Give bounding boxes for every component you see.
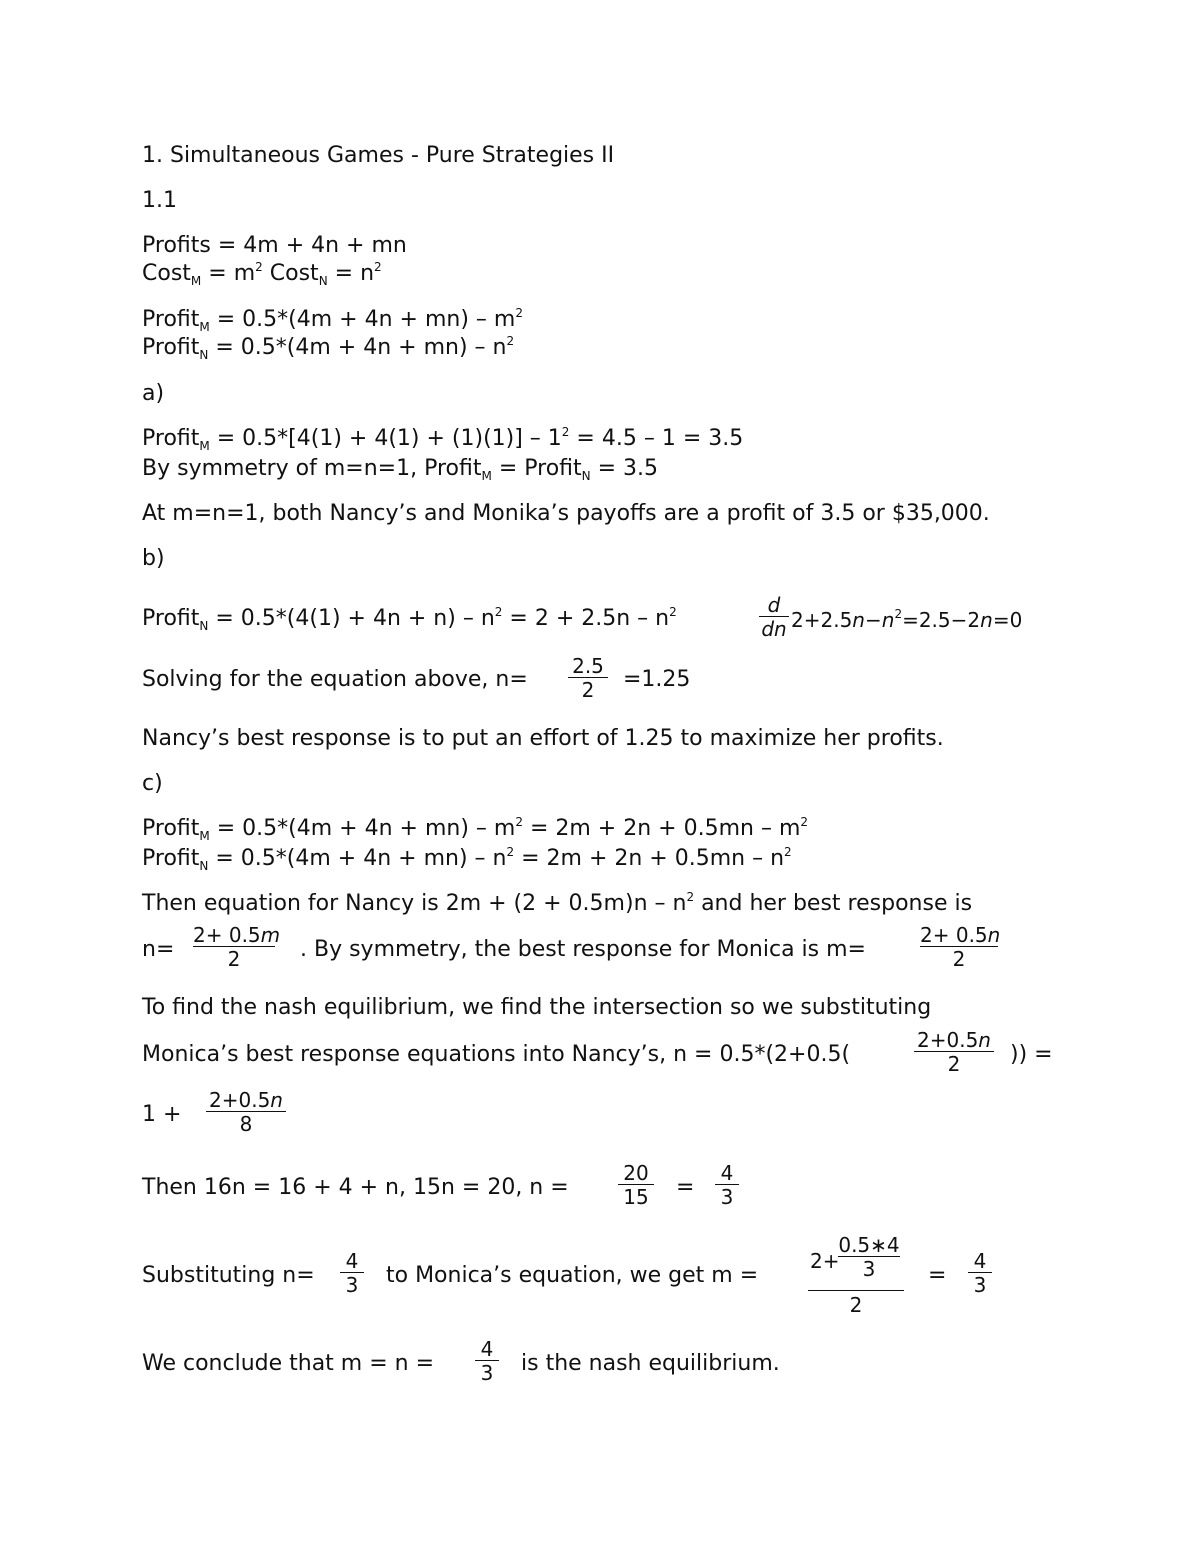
monica-symmetry-text: . By symmetry, the best response for Monica is m= (300, 937, 866, 962)
compound-outer-bar (808, 1290, 904, 1291)
nash-text-3: 1 + (142, 1102, 182, 1127)
part-b-solve-result: =1.25 (623, 667, 691, 692)
nancy-equation: Then equation for Nancy is $2m + (2 + 0.5m)n - n^2$ and her best response is (142, 890, 973, 916)
four-thirds-fraction-n: 4 3 (715, 1162, 739, 1209)
substitute-text: Substituting n= (142, 1263, 315, 1288)
profit-n-equation: Profit$_N$ = $0.5*(4m + 4n + mn) - n^2$ (142, 334, 515, 362)
nash-substitution-fraction: 2+0.5n 2 (914, 1029, 994, 1076)
part-a-label: a) (142, 381, 165, 406)
part-a-conclusion: At m=n=1, both Nancy’s and Monika’s payoffs are a profit of 3.5 or $35,000. (142, 501, 990, 526)
conclusion-tail: is the nash equilibrium. (521, 1351, 780, 1376)
part-c-profit-m: Profit$_M$ = $0.5*(4m + 4n + mn) - m^2 = 2m + 2n + 0.5mn - m^2$ (142, 815, 809, 843)
n-equals-label: n= (142, 937, 175, 962)
part-c-profit-n: Profit$_N$ = $0.5*(4m + 4n + mn) - n^2 = 2m + 2n + 0.5mn - n^2$ (142, 845, 792, 873)
nash-text-1: To find the nash equilibrium, we find the intersection so we substituting (142, 995, 932, 1020)
solve-n-text: Then 16n = 16 + 4 + n, 15n = 20, n = (142, 1175, 569, 1200)
part-a-calculation: Profit$_M$ = $0.5*[4(1) + 4(1) + (1)(1)] - 1^2 = 4.5 - 1 = 3.5$ (142, 425, 744, 453)
twenty-fifteenths-fraction: 20 15 (618, 1162, 654, 1209)
solve-n-equals: = (676, 1175, 695, 1200)
monica-best-response-fraction: 2+ 0.5n 2 (920, 923, 1001, 971)
nash-eighth-fraction: 2+0.5n 8 (206, 1089, 286, 1136)
substitute-equals: = (928, 1263, 947, 1288)
nash-text-2-tail: )) = (1010, 1042, 1053, 1067)
part-b-label: b) (142, 546, 165, 571)
document-title: 1. Simultaneous Games - Pure Strategies II (142, 143, 615, 168)
part-a-symmetry: By symmetry of m=n=1, Profit$_M$ = Profit$_N$ = 3.5 (142, 456, 659, 483)
part-b-profit: Profit$_N$ = $0.5*(4(1) + 4n + n) - n^2 = 2 + 2.5n - n^2$ (142, 605, 677, 633)
part-c-label: c) (142, 771, 163, 796)
section-number: 1.1 (142, 188, 177, 213)
four-thirds-fraction-m: 4 3 (968, 1250, 992, 1297)
nash-text-2: Monica’s best response equations into Nancy’s, n = 0.5*(2+0.5( (142, 1042, 851, 1067)
four-thirds-fraction-subst: 4 3 (340, 1250, 364, 1297)
part-b-solve-fraction: 2.5 2 (568, 655, 608, 702)
compound-fraction-prefix: 2+ (810, 1249, 840, 1273)
derivative-expression: $2+2.5n-n^2=2.5-2n=0$ (791, 607, 1023, 632)
derivative-operator: d dn (759, 594, 789, 641)
conclusion-text: We conclude that m = n = (142, 1351, 435, 1376)
compound-outer-denominator: 2 (849, 1293, 863, 1317)
cost-equations: Cost$_M$ = $m^2$ Cost$_N$ = $n^2$ (142, 260, 382, 288)
part-b-solve-label: Solving for the equation above, n= (142, 667, 528, 692)
part-b-response: Nancy’s best response is to put an effort of 1.25 to maximize her profits. (142, 726, 944, 751)
substitute-text-mid: to Monica’s equation, we get m = (386, 1263, 759, 1288)
profits-equation: Profits = 4m + 4n + mn (142, 233, 407, 258)
compound-inner-fraction: 0.5∗4 3 (838, 1233, 900, 1281)
four-thirds-fraction-conclusion: 4 3 (475, 1338, 499, 1385)
profit-m-equation: Profit$_M$ = $0.5*(4m + 4n + mn) - m^2$ (142, 306, 523, 334)
nancy-best-response-fraction: 2+ 0.5m 2 (193, 923, 281, 971)
